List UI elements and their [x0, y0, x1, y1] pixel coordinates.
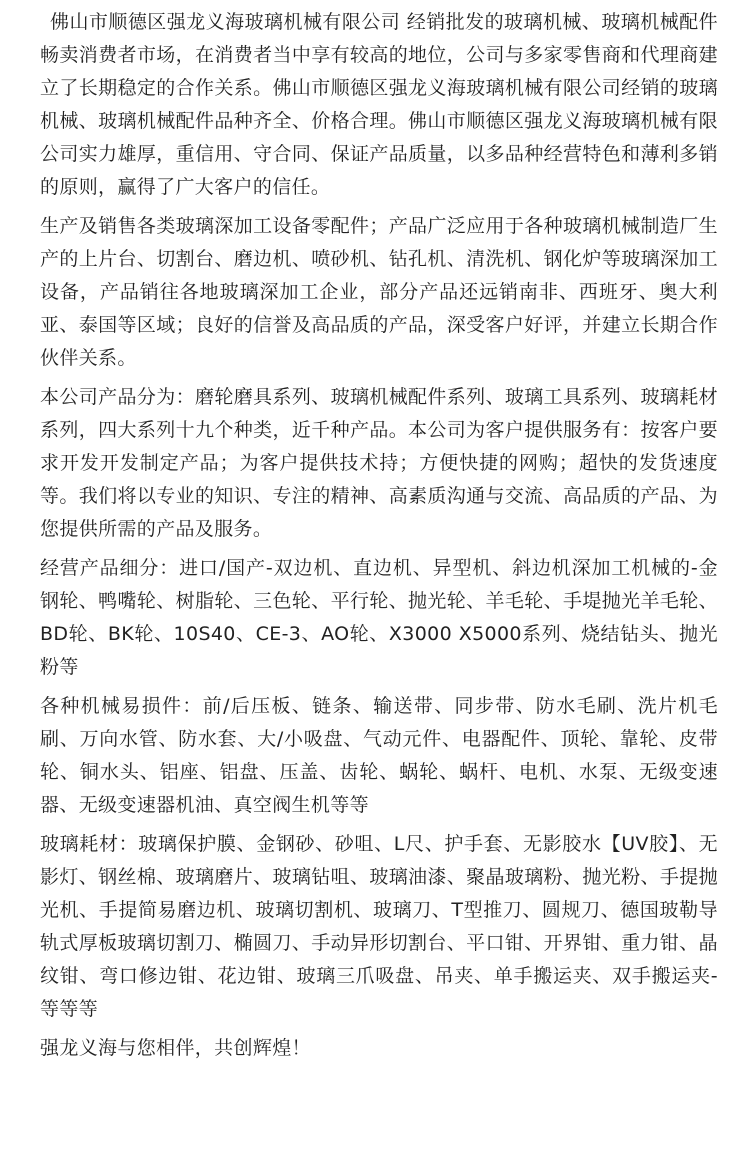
production-sales-paragraph: 生产及销售各类玻璃深加工设备零配件；产品广泛应用于各种玻璃机械制造厂生产的上片台、切割台、磨边机、喷砂机、钻孔机、清洗机、钢化炉等玻璃深加工设备，产品销往各地玻璃深加工企业，部分产品还远销南非、西班牙、奥大利亚、泰国等区域；良好的信誉及高品质的产品，深受客户好评，并建立长期合作伙伴关系。: [40, 215, 718, 369]
product-series-paragraph: 本公司产品分为：磨轮磨具系列、玻璃机械配件系列、玻璃工具系列、玻璃耗材系列，四大系列十九个种类，近千种产品。本公司为客户提供服务有：按客户要求开发开发制定产品；为客户提供技术持；方便快捷的网购；超快的发货速度等。我们将以专业的知识、专注的精神、高素质沟通与交流、高品质的产品、为您提供所需的产品及服务。: [40, 386, 718, 540]
product-breakdown-paragraph: 经营产品细分：进口/国产-双边机、直边机、异型机、斜边机深加工机械的-金钢轮、鸭嘴轮、树脂轮、三色轮、平行轮、抛光轮、羊毛轮、手堤抛光羊毛轮、BD轮、BK轮、10S40、CE-3、AO轮、X3000 X5000系列、烧结钻头、抛光粉等: [40, 557, 718, 678]
consumables-paragraph: 玻璃耗材：玻璃保护膜、金钢砂、砂咀、L尺、护手套、无影胶水【UV胶】、无影灯、钢丝棉、玻璃磨片、玻璃钻咀、玻璃油漆、聚晶玻璃粉、抛光粉、手提抛光机、手提简易磨边机、玻璃切割机、玻璃刀、T型推刀、圆规刀、德国玻勒导轨式厚板玻璃切割刀、椭圆刀、手动异形切割台、平口钳、开界钳、重力钳、晶纹钳、弯口修边钳、花边钳、玻璃三爪吸盘、吊夹、单手搬运夹、双手搬运夹-等等等: [40, 833, 718, 1020]
wear-parts-paragraph: 各种机械易损件：前/后压板、链条、输送带、同步带、防水毛刷、洗片机毛刷、万向水管、防水套、大/小吸盘、气动元件、电器配件、顶轮、靠轮、皮带轮、铜水头、铝座、铝盘、压盖、齿轮、蜗轮、蜗杆、电机、水泵、无级变速器、无级变速器机油、真空阀生机等等: [40, 695, 718, 816]
company-intro-paragraph: 佛山市顺德区强龙义海玻璃机械有限公司 经销批发的玻璃机械、玻璃机械配件畅卖消费者市场，在消费者当中享有较高的地位，公司与多家零售商和代理商建立了长期稳定的合作关系。佛山市顺德区强龙义海玻璃机械有限公司经销的玻璃机械、玻璃机械配件品种齐全、价格合理。佛山市顺德区强龙义海玻璃机械有限公司实力雄厚，重信用、守合同、保证产品质量，以多品种经营特色和薄利多销的原则，赢得了广大客户的信任。: [40, 11, 718, 198]
closing-slogan: 强龙义海与您相伴，共创辉煌！: [40, 1037, 311, 1059]
